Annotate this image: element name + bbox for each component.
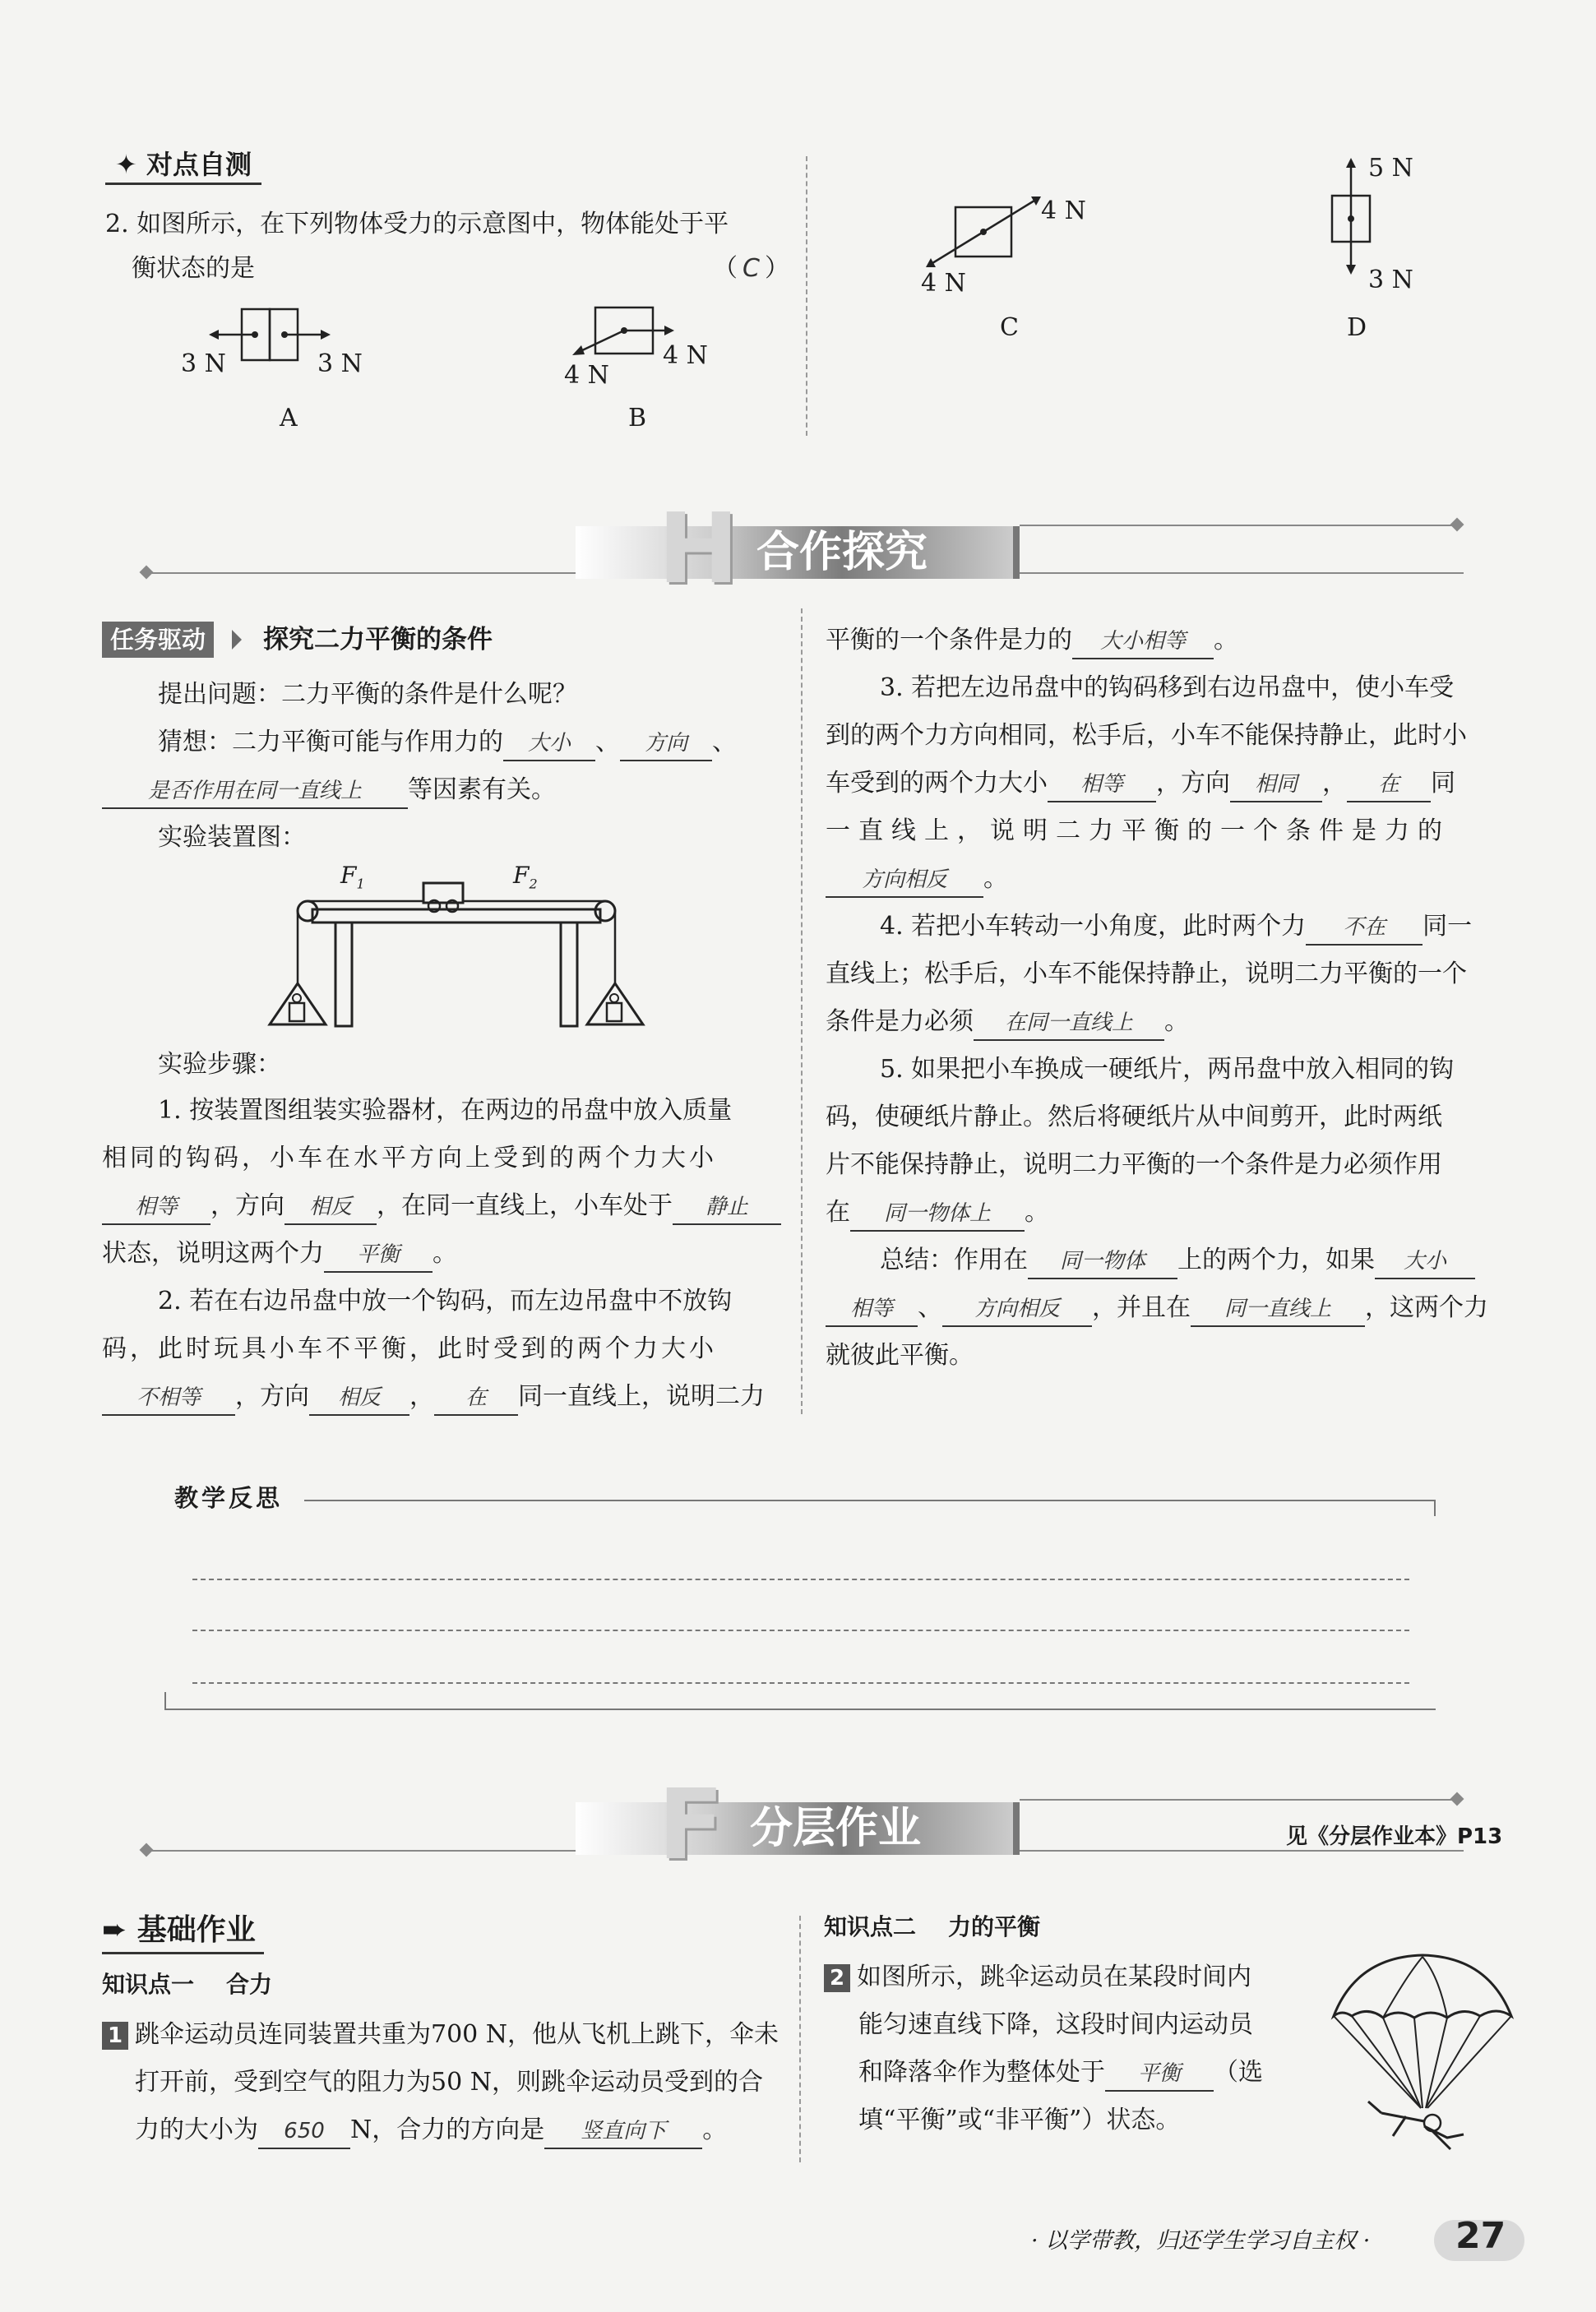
section-f-dot-left	[140, 1843, 154, 1857]
guess-answer-line: 是否作用在同一直线上	[102, 775, 408, 809]
step3-answer-equal: 相等	[1048, 768, 1156, 802]
r1-answer: 大小相等	[1072, 625, 1214, 659]
pulley-left	[298, 901, 317, 921]
apparatus-figure	[255, 863, 658, 1044]
step2-answer-unequal: 不相等	[102, 1381, 235, 1416]
step2-answer-opposite: 相反	[309, 1381, 409, 1416]
arrowhead-d-up	[1346, 158, 1356, 168]
step2-line1: 2. 若在右边吊盘中放一个钩码，而左边吊盘中不放钩	[158, 1287, 733, 1316]
hw-q2-answer: 平衡	[1105, 2057, 1214, 2092]
section-f-letter: F	[658, 1768, 724, 1881]
step3-line2: 到的两个力方向相同，松手后，小车不能保持静止，此时小	[826, 721, 1467, 750]
hw-q1-answer-direction: 竖直向下	[544, 2115, 702, 2149]
fig-a-caption: A	[280, 404, 298, 432]
self-test-label: ✦ 对点自测	[105, 146, 261, 185]
fig-c-label2: 4 N	[921, 269, 966, 298]
q2-line2: 衡状态的是 （ C ）	[132, 245, 789, 293]
section-h-rule-right	[1020, 525, 1455, 526]
arrow-c-down	[932, 232, 983, 263]
jumper-body	[1368, 2102, 1464, 2149]
reflection-bottom-rule	[164, 1709, 1436, 1710]
section-f-bar	[1013, 1802, 1020, 1855]
step4-line3: 条件是力必须 在同一直线上 。	[826, 998, 1508, 1046]
reflection-line-3	[192, 1682, 1409, 1684]
step2-answer-on: 在	[434, 1381, 518, 1416]
column-divider-mid	[801, 608, 803, 1414]
fig-c-label1: 4 N	[1041, 197, 1086, 225]
arrowhead-a-right	[321, 330, 331, 340]
hw-q2-line3: 和降落伞作为整体处于 平衡 （选	[858, 2049, 1352, 2097]
hw-q1-number: 1	[102, 2022, 128, 2050]
fig-a-right-label: 3 N	[317, 349, 363, 378]
hw-q1-line3: 力的大小为 650 N，合力的方向是 竖直向下 。	[135, 2106, 798, 2154]
arrow-b-left	[579, 331, 624, 352]
guess-answer-direction: 方向	[620, 727, 712, 761]
pulley-right	[595, 901, 615, 921]
summary-answer-object: 同一物体	[1028, 1245, 1177, 1279]
arrowhead-a-left	[209, 330, 219, 340]
reflection-line-1	[192, 1579, 1409, 1580]
reflection-top-rule	[304, 1500, 1436, 1501]
weight-right	[607, 1003, 622, 1021]
right-line1: 平衡的一个条件是力的 大小相等 。	[826, 617, 1508, 664]
task-tag-arrow	[232, 630, 242, 650]
step1-answer-equal: 相等	[102, 1191, 210, 1225]
hw-q1-line1: 1 跳伞运动员连同装置共重为700 N，他从飞机上跳下，伞未	[102, 2011, 798, 2059]
summary-line2: 相等 、 方向相反 ，并且在 同一直线上 ，这两个力	[826, 1284, 1508, 1332]
fig-d-up-label: 5 N	[1368, 154, 1413, 183]
step4-line2: 直线上；松手后，小车不能保持静止，说明二力平衡的一个	[826, 959, 1467, 988]
summary-answer-size-b: 相等	[826, 1292, 918, 1327]
parachutist-figure	[1324, 1952, 1521, 2157]
step3-answer-on: 在	[1347, 768, 1431, 802]
step5-answer: 同一物体上	[850, 1197, 1025, 1232]
toy-car	[423, 883, 463, 903]
hw-q2-line1: 2 如图所示，跳伞运动员在某段时间内	[824, 1954, 1334, 2001]
reflection-left-tick	[164, 1692, 166, 1709]
weight-left	[289, 1003, 304, 1021]
task-title: 探究二力平衡的条件	[263, 625, 493, 654]
line-1	[1334, 2016, 1421, 2108]
line-2	[1352, 2016, 1421, 2108]
summary-answer-direction: 方向相反	[942, 1292, 1092, 1327]
step2-line2: 码，此时玩具小车不平衡，此时受到的两个力大小	[102, 1334, 717, 1363]
column-divider-bottom	[799, 1916, 801, 2162]
f2-label: $F_2$	[513, 862, 538, 892]
kp1-label: 知识点一 合力	[102, 1971, 272, 1998]
step1-answer-opposite: 相反	[285, 1191, 377, 1225]
summary-answer-size-a: 大小	[1375, 1245, 1475, 1279]
section-h-dot-left	[140, 566, 154, 580]
step3-line1: 3. 若把左边吊盘中的钩码移到右边吊盘中，使小车受	[880, 673, 1455, 702]
line-5	[1426, 2018, 1447, 2108]
q2-answer: C	[742, 254, 760, 283]
arrow-right-icon: ➨	[102, 1913, 127, 1947]
step4-answer-not: 不在	[1306, 911, 1423, 946]
step4-line1: 4. 若把小车转动一小角度，此时两个力 不在 同一	[880, 903, 1508, 950]
q2-line1: 2. 如图所示，在下列物体受力的示意图中，物体能处于平	[105, 210, 729, 238]
guess-answer-size: 大小	[503, 727, 595, 761]
fig-b-label2: 4 N	[663, 341, 708, 370]
kp2-label: 知识点二 力的平衡	[824, 1913, 1040, 1940]
task-tag: 任务驱动	[102, 622, 214, 658]
table-leg-right	[561, 922, 577, 1026]
section-f-ref: 见《分层作业本》P13	[1286, 1824, 1503, 1849]
step1-line2: 相同的钩码，小车在水平方向上受到的两个力大小	[102, 1144, 717, 1172]
canopy-seams	[1383, 1957, 1447, 2018]
line-7	[1427, 2016, 1511, 2108]
summary-answer-line: 同一直线上	[1191, 1292, 1365, 1327]
step3-line3: 车受到的两个力大小 相等 ，方向 相同 ， 在 同	[826, 760, 1508, 807]
fig-c-caption: C	[1000, 313, 1019, 342]
fig-d-down-label: 3 N	[1368, 266, 1413, 294]
guess-line2: 是否作用在同一直线上 等因素有关。	[102, 766, 801, 814]
reflection-label: 教学反思	[174, 1484, 284, 1512]
section-h-letter: H	[658, 492, 739, 605]
reflection-right-tick	[1434, 1500, 1436, 1516]
hw-q2-line2: 能匀速直线下降，这段时间内运动员	[858, 2010, 1253, 2039]
guess-line1: 猜想：二力平衡可能与作用力的 大小 、 方向 、	[158, 719, 799, 766]
column-divider-top	[806, 156, 807, 436]
step5-line1: 5. 如果把小车换成一硬纸片，两吊盘中放入相同的钩	[880, 1055, 1455, 1084]
hook-left	[293, 994, 301, 1002]
hook-right	[610, 994, 618, 1002]
f1-label: $F_1$	[340, 862, 365, 892]
step1-answer-rest: 静止	[673, 1191, 781, 1225]
hw-q1-line2: 打开前，受到空气的阻力为50 N，则跳伞运动员受到的合	[135, 2068, 763, 2097]
setup-label: 实验装置图：	[158, 823, 306, 852]
step3-answer-opposite: 方向相反	[826, 863, 983, 898]
section-h-title: 合作探究	[756, 528, 928, 577]
summary-line3: 就彼此平衡。	[826, 1341, 974, 1370]
section-f-title: 分层作业	[750, 1804, 922, 1853]
q2-answer-bracket: （ C ）	[713, 245, 789, 293]
step3-answer-same: 相同	[1230, 768, 1322, 802]
sparkle-icon: ✦	[115, 149, 137, 180]
hw-q2-line4: 填“平衡”或“非平衡”）状态。	[858, 2106, 1181, 2134]
step3-line5: 方向相反 。	[826, 855, 1508, 903]
step2-line3: 不相等 ，方向 相反 ， 在 同一直线上，说明二力	[102, 1373, 801, 1421]
arrow-c-up	[983, 201, 1034, 232]
line-6	[1426, 2016, 1480, 2108]
step1-answer-balance: 平衡	[324, 1238, 433, 1273]
step5-line4: 在 同一物体上 。	[826, 1189, 1508, 1237]
step4-answer-sameline: 在同一直线上	[974, 1006, 1164, 1041]
step3-line4: 一直线上，说明二力平衡的一个条件是力的	[826, 816, 1450, 845]
hw-q1-answer-force: 650	[258, 2115, 350, 2149]
fig-d-caption: D	[1347, 313, 1367, 342]
section-f-rule-right	[1020, 1799, 1455, 1801]
arrowhead-d-down	[1346, 265, 1356, 275]
fig-a-left-label: 3 N	[181, 349, 226, 378]
step1-line4: 状态，说明这两个力 平衡 。	[102, 1230, 801, 1278]
step1-line3: 相等 ，方向 相反 ，在同一直线上，小车处于 静止	[102, 1182, 801, 1230]
footer-slogan: · 以学带教，归还学生学习自主权 ·	[1031, 2228, 1371, 2254]
task-question: 提出问题：二力平衡的条件是什么呢？	[158, 680, 577, 709]
step5-line3: 片不能保持静止，说明二力平衡的一个条件是力必须作用	[826, 1150, 1442, 1179]
step5-line2: 码，使硬纸片静止。然后将硬纸片从中间剪开，此时两纸	[826, 1103, 1442, 1131]
section-h-bar	[1013, 526, 1020, 579]
fig-b-label1: 4 N	[564, 361, 609, 390]
hw-q2-number: 2	[824, 1964, 850, 1992]
page-number: 27	[1455, 2215, 1506, 2257]
fig-b-caption: B	[628, 404, 647, 432]
reflection-line-2	[192, 1630, 1409, 1631]
summary-line1: 总结：作用在 同一物体 上的两个力，如果 大小	[880, 1237, 1508, 1284]
parachute-canopy	[1334, 1955, 1511, 2018]
basic-homework-label: ➨ 基础作业	[102, 1909, 264, 1954]
steps-label: 实验步骤：	[158, 1050, 281, 1079]
step1-line1: 1. 按装置图组装实验器材，在两边的吊盘中放入质量	[158, 1096, 733, 1125]
table-leg-left	[335, 922, 352, 1026]
